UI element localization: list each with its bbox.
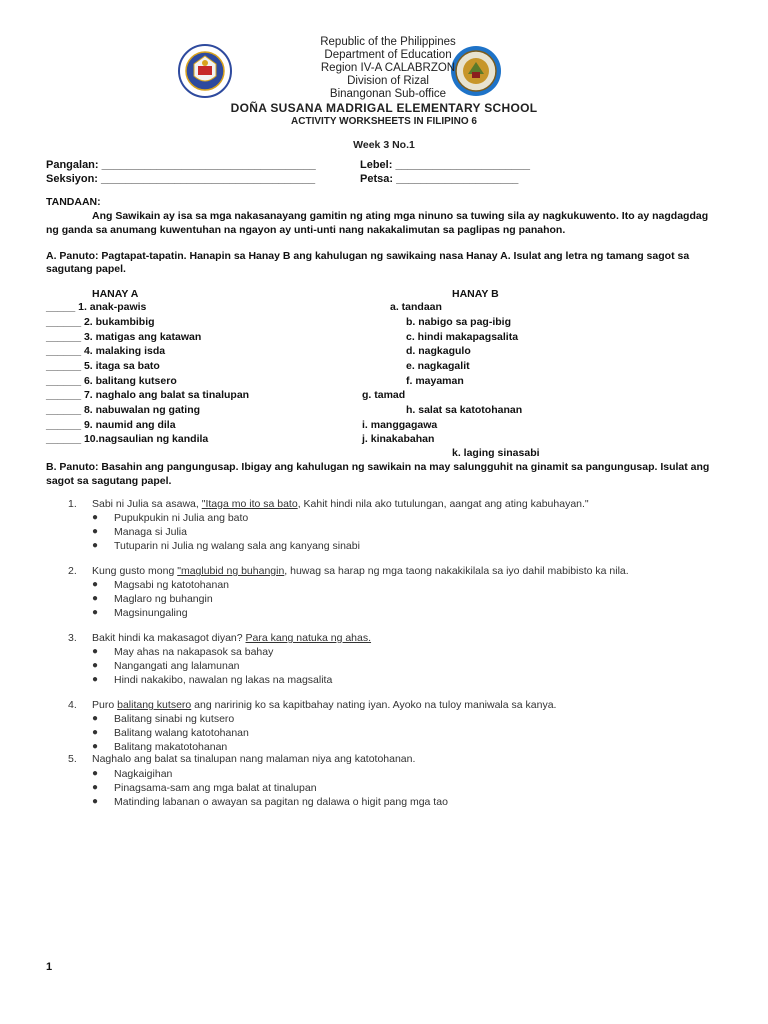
choice: Pupukpukin ni Julia ang bato (114, 512, 249, 524)
choice: Pinagsama-sam ang mga balat at tinalupan (114, 782, 317, 794)
part-a-instruction-cont: sagutang papel. (46, 263, 126, 275)
choice: Magsabi ng katotohanan (114, 579, 230, 591)
underlined-idiom: Para kang natuka ng ahas. (245, 632, 372, 644)
choice: Nagkaigihan (114, 768, 173, 780)
hanay-b-item: f. mayaman (406, 375, 464, 387)
hanay-b-item: d. nagkagulo (406, 345, 471, 357)
choice: Balitang walang katotohanan (114, 727, 249, 739)
lebel-field[interactable]: Lebel: ______________________ (360, 159, 531, 171)
item-number: 5. (68, 753, 77, 765)
hanay-a-heading: HANAY A (92, 288, 139, 300)
underlined-idiom: balitang kutsero (117, 699, 192, 711)
hanay-b-item: b. nabigo sa pag-ibig (406, 316, 511, 328)
header-division: Division of Rizal (347, 75, 429, 87)
header-department: Department of Education (324, 49, 452, 61)
underlined-idiom: "maglubid ng buhangin (177, 565, 285, 577)
bullet-icon: ● (92, 526, 99, 537)
bullet-icon: ● (92, 512, 99, 523)
part-a-instruction: A. Panuto: Pagtapat-tapatin. Hanapin sa Hanay B ang kahulugan ng sawikaing nasa Hanay A. Isulat ang letra ng tamang sagot sa (46, 250, 690, 262)
bullet-icon: ● (92, 674, 99, 685)
hanay-b-item: a. tandaan (390, 301, 442, 313)
bullet-icon: ● (92, 593, 99, 604)
hanay-a-item: ______ 6. balitang kutsero (46, 375, 177, 387)
bullet-icon: ● (92, 579, 99, 590)
choice: Balitang sinabi ng kutsero (114, 713, 235, 725)
bullet-icon: ● (92, 540, 99, 551)
question-4: Puro balitang kutsero ang naririnig ko sa kapitbahay nating iyan. Ayoko na tuloy maniwala sa kanya. (92, 699, 557, 711)
choice: Hindi nakakibo, nawalan ng lakas na magsalita (114, 674, 333, 686)
question-5: Naghalo ang balat sa tinalupan nang malaman niya ang katotohanan. (92, 753, 416, 765)
underlined-idiom: "Itaga mo ito sa bato (201, 498, 298, 510)
item-number: 1. (68, 498, 77, 510)
hanay-a-item: ______ 2. bukambibig (46, 316, 155, 328)
tandaan-line2: ng ganda sa anumang kuwentuhan na ngayon ay unti-unti nang nakakalimutan sa paglipas ng panahon. (46, 224, 566, 236)
choice: May ahas na nakapasok sa bahay (114, 646, 274, 658)
hanay-a-item: ______ 3. matigas ang katawan (46, 331, 202, 343)
bullet-icon: ● (92, 768, 99, 779)
hanay-b-item: c. hindi makapagsalita (406, 331, 519, 343)
bullet-icon: ● (92, 646, 99, 657)
part-b-instruction: B. Panuto: Basahin ang pangungusap. Ibigay ang kahulugan ng sawikain na may salungguhit na ginamit sa pangungusap. Isulat ang (46, 461, 710, 473)
hanay-a-item: ______ 7. naghalo ang balat sa tinalupan (46, 389, 250, 401)
question-2: Kung gusto mong "maglubid ng buhangin, huwag sa harap ng mga taong nakakikilala sa iyo dahil mabibisto ka nila. (92, 565, 629, 577)
hanay-b-heading: HANAY B (452, 288, 499, 300)
week-label: Week 3 No.1 (353, 139, 415, 151)
hanay-a-item: ______ 8. nabuwalan ng gating (46, 404, 201, 416)
item-number: 2. (68, 565, 77, 577)
page-number: 1 (46, 961, 53, 973)
choice: Nangangati ang lalamunan (114, 660, 240, 672)
bullet-icon: ● (92, 727, 99, 738)
tandaan-line1: Ang Sawikain ay isa sa mga nakasanayang gamitin ng ating mga ninuno sa tuwing sila ay nagkukuwento. Ito ay nagdagdag (92, 210, 709, 222)
bullet-icon: ● (92, 741, 99, 752)
choice: Managa si Julia (114, 526, 187, 538)
hanay-b-item: g. tamad (362, 389, 406, 401)
choice: Tutuparin ni Julia ng walang sala ang kanyang sinabi (114, 540, 360, 552)
tandaan-label: TANDAAN: (46, 196, 101, 208)
petsa-field[interactable]: Petsa: ____________________ (360, 173, 519, 185)
hanay-b-item: j. kinakabahan (362, 433, 435, 445)
item-number: 4. (68, 699, 77, 711)
hanay-b-item: k. laging sinasabi (452, 447, 540, 459)
bullet-icon: ● (92, 607, 99, 618)
bullet-icon: ● (92, 660, 99, 671)
hanay-a-item: _____ 1. anak-pawis (46, 301, 147, 313)
header-republic: Republic of the Philippines (320, 36, 456, 48)
activity-title: ACTIVITY WORKSHEETS IN FILIPINO 6 (291, 116, 477, 127)
question-1: Sabi ni Julia sa asawa, "Itaga mo ito sa bato, Kahit hindi nila ako tutulungan, aangat ang ating kabuhayan." (92, 498, 589, 510)
hanay-b-item: e. nagkagalit (406, 360, 470, 372)
seksiyon-field[interactable]: Seksiyon: ___________________________________ (46, 173, 316, 185)
item-number: 3. (68, 632, 77, 644)
header-region: Region IV-A CALABRZON (320, 62, 456, 74)
hanay-a-item: ______ 5. itaga sa bato (46, 360, 160, 372)
choice: Magsinungaling (114, 607, 188, 619)
school-name: DOÑA SUSANA MADRIGAL ELEMENTARY SCHOOL (230, 101, 538, 115)
hanay-a-item: ______ 10.nagsaulian ng kandila (46, 433, 209, 445)
part-b-instruction-cont: sagot sa sagutang papel. (46, 475, 172, 487)
hanay-b-item: i. manggagawa (362, 419, 438, 431)
bullet-icon: ● (92, 782, 99, 793)
pangalan-field[interactable]: Pangalan: ___________________________________ (46, 159, 316, 171)
question-3: Bakit hindi ka makasagot diyan? Para kang natuka ng ahas. (92, 632, 372, 644)
choice: Maglaro ng buhangin (114, 593, 213, 605)
bullet-icon: ● (92, 713, 99, 724)
hanay-a-item: ______ 9. naumid ang dila (46, 419, 176, 431)
hanay-b-item: h. salat sa katotohanan (406, 404, 523, 416)
choice: Matinding labanan o awayan sa pagitan ng dalawa o higit pang mga tao (114, 796, 448, 808)
hanay-a-item: ______ 4. malaking isda (46, 345, 166, 357)
bullet-icon: ● (92, 796, 99, 807)
header-suboffice: Binangonan Sub-office (329, 88, 447, 100)
choice: Balitang makatotohanan (114, 741, 228, 753)
